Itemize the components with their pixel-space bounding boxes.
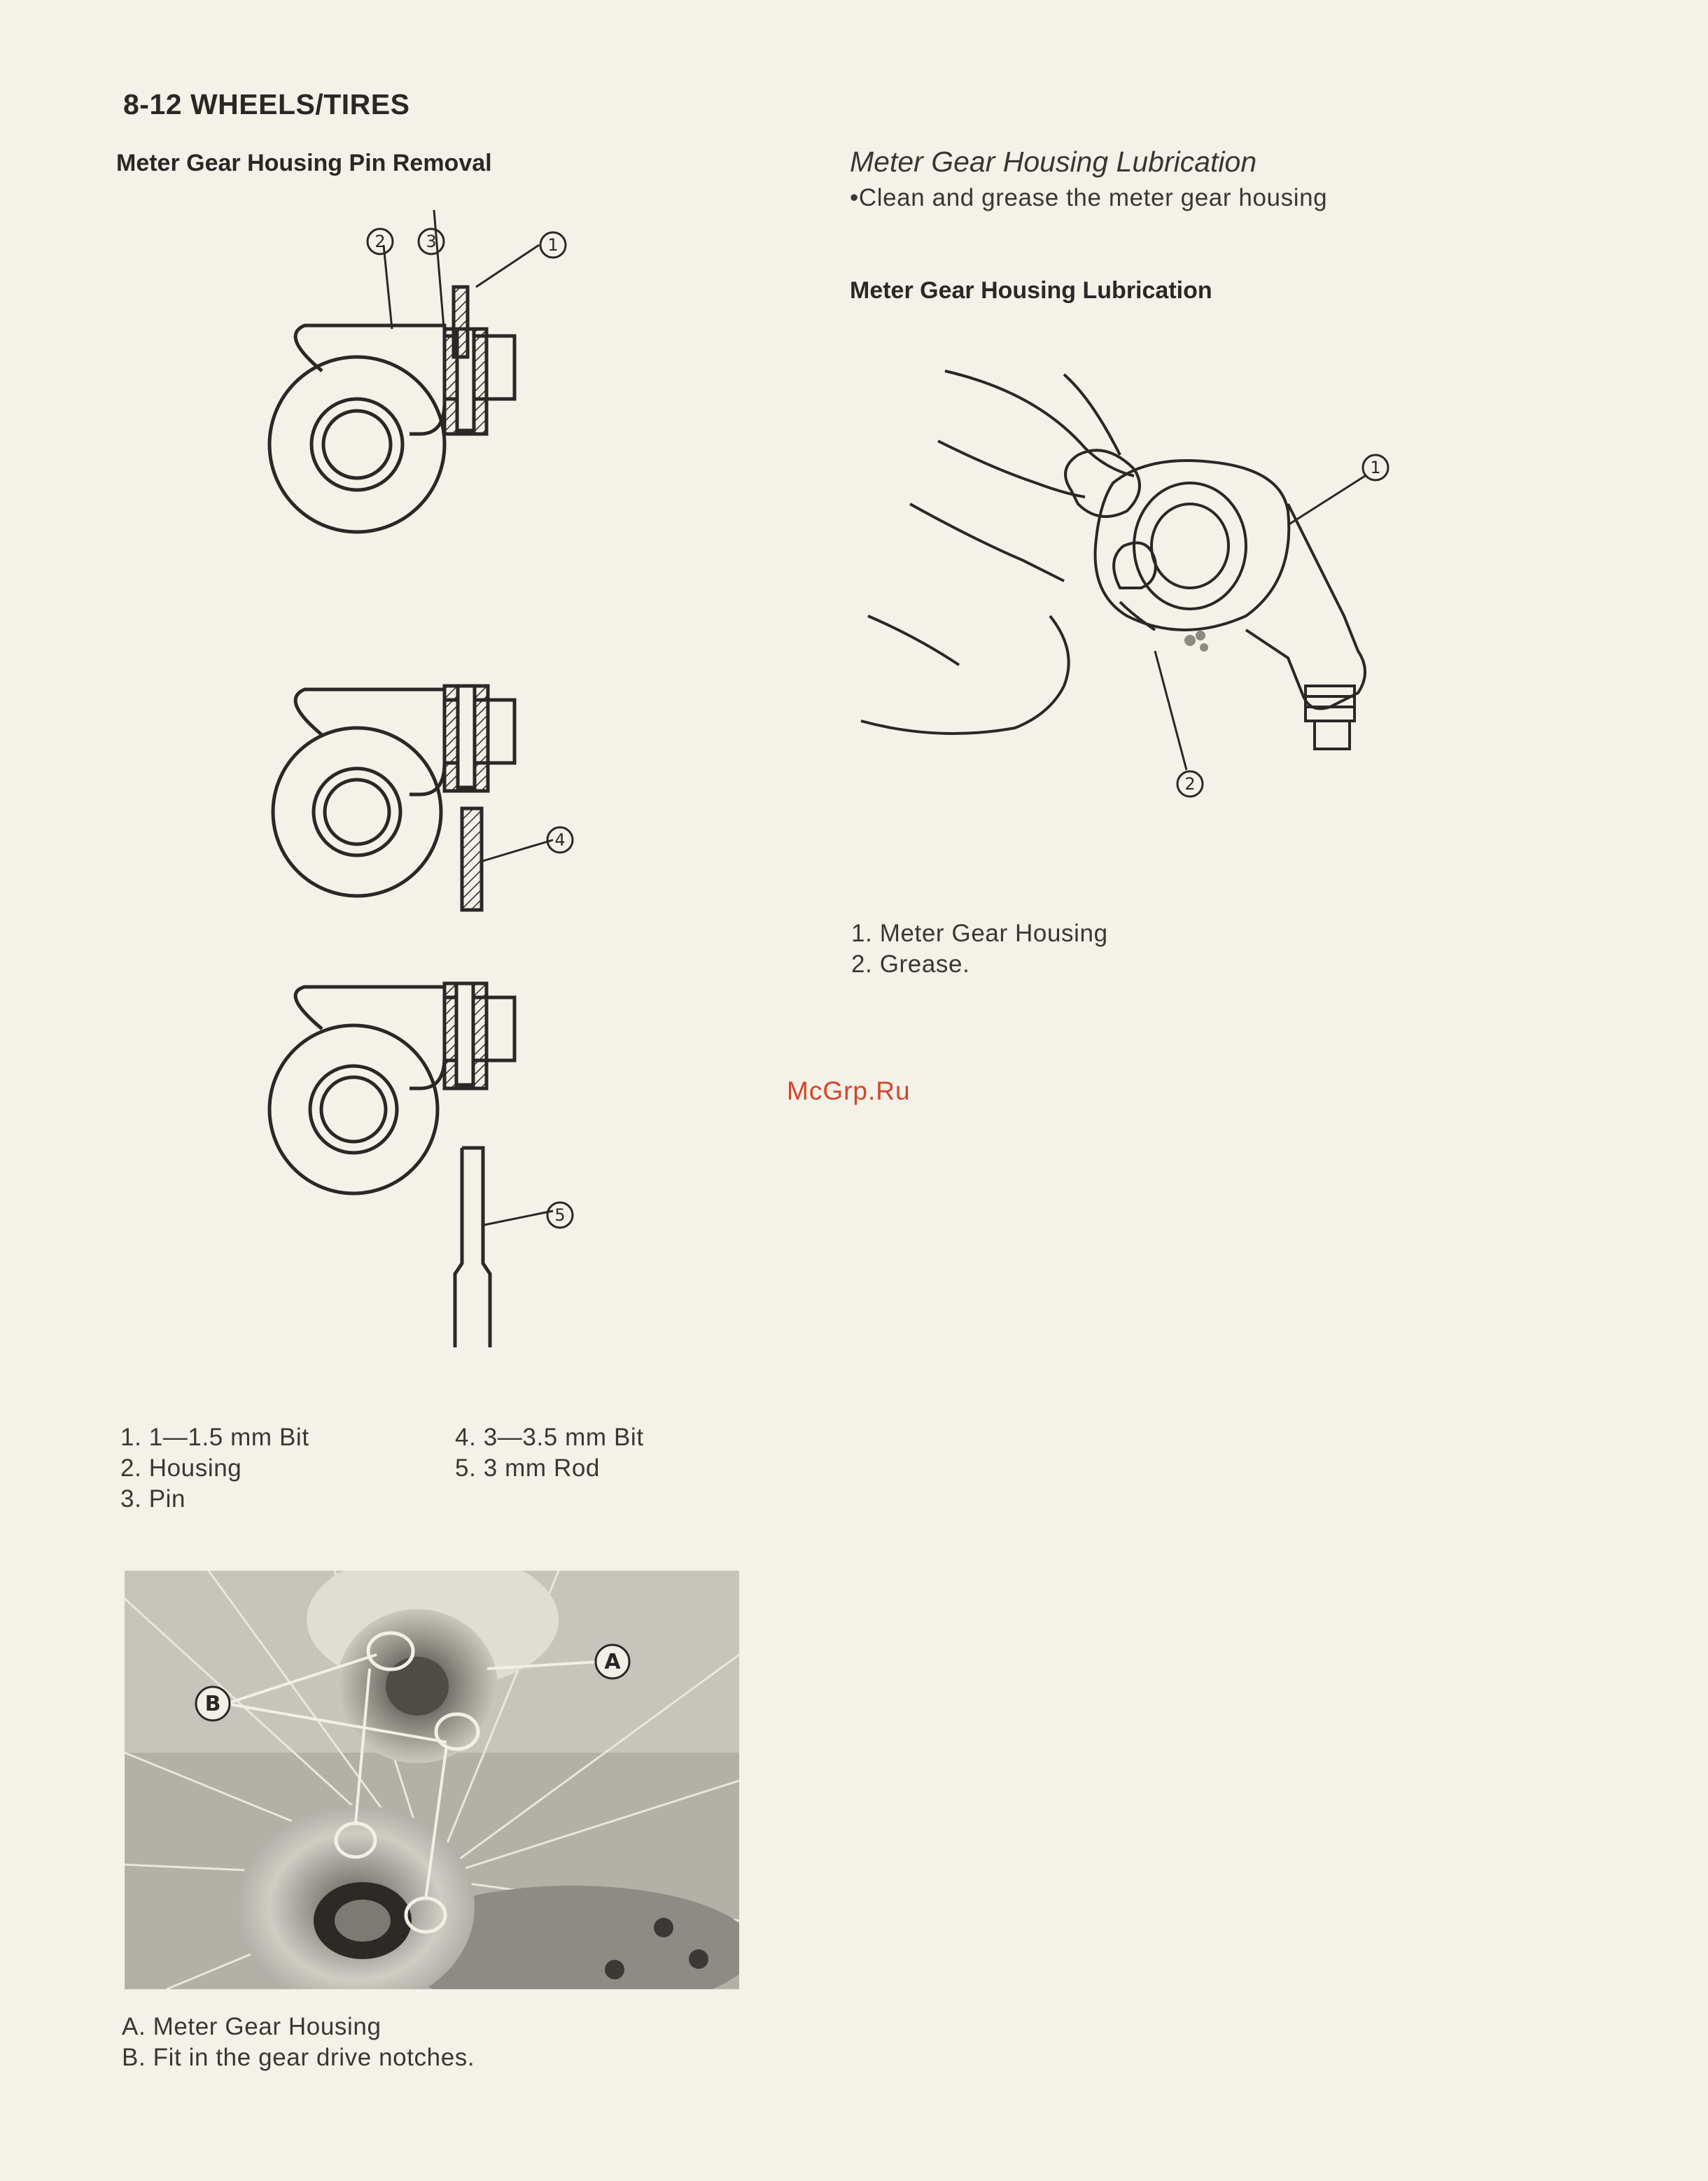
lubrication-bullet: •Clean and grease the meter gear housing: [850, 184, 1328, 211]
page-header: 8-12 WHEELS/TIRES: [123, 88, 410, 120]
legend-item: 2. Grease.: [851, 951, 970, 978]
caption-line: B. Fit in the gear drive notches.: [122, 2044, 475, 2071]
photo-callout-b: B: [204, 1692, 221, 1716]
watermark: McGrp.Ru: [787, 1077, 911, 1105]
legend-item: 4. 3—3.5 mm Bit: [455, 1424, 644, 1451]
lubrication-diagram: [854, 350, 1414, 826]
bit-3-5mm: [462, 808, 482, 910]
callout-1: 1: [547, 235, 559, 255]
legend-item: 1. 1—1.5 mm Bit: [120, 1424, 309, 1451]
callout-3: 3: [426, 232, 437, 251]
legend-item: 1. Meter Gear Housing: [851, 920, 1108, 947]
housing-stage-2: [273, 686, 514, 910]
lubrication-legend: [851, 918, 1108, 980]
rod-3mm: [455, 1148, 490, 1347]
pin-removal-legend-col2: [455, 1422, 644, 1484]
callout-5: 5: [554, 1205, 566, 1225]
housing-stage-3: [270, 983, 514, 1347]
photo-callout-a: A: [604, 1650, 621, 1674]
caption-line: A. Meter Gear Housing: [122, 2013, 382, 2040]
callout-2: 2: [374, 232, 386, 251]
wheel-hub-photo: [125, 1571, 739, 1989]
lubrication-callout-1: 1: [1370, 458, 1381, 477]
pin-removal-legend-col1: [120, 1422, 309, 1515]
pin-removal-figure-title: Meter Gear Housing Pin Removal: [116, 150, 492, 176]
pin-removal-diagram: [210, 210, 644, 1358]
lubrication-heading: Meter Gear Housing Lubrication: [850, 146, 1257, 178]
legend-item: 2. Housing: [120, 1454, 242, 1482]
lubrication-callout-2: 2: [1184, 774, 1196, 794]
bit-1-5mm: [454, 287, 468, 357]
callout-4: 4: [554, 830, 566, 850]
photo-caption: [122, 2012, 475, 2073]
legend-item: 3. Pin: [120, 1485, 186, 1513]
legend-item: 5. 3 mm Rod: [455, 1454, 600, 1482]
lubrication-figure-title: Meter Gear Housing Lubrication: [850, 277, 1212, 304]
